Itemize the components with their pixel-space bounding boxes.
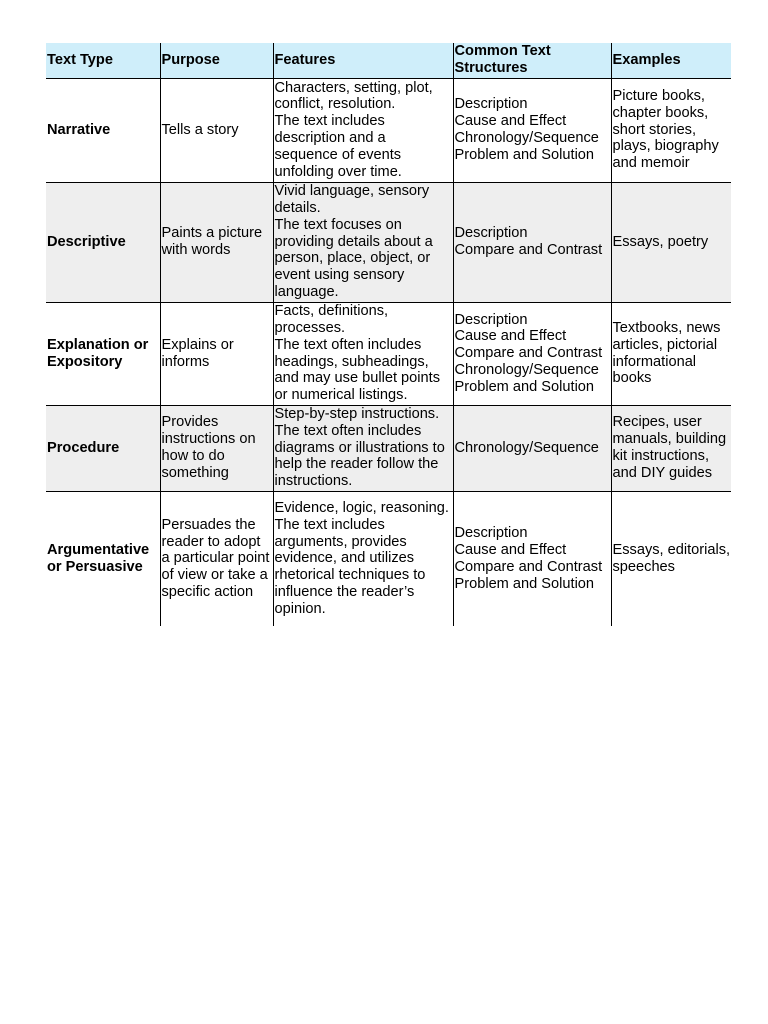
cell-examples: Essays, poetry	[611, 182, 731, 302]
cell-structures: Chronology/Sequence	[453, 405, 611, 491]
cell-examples: Essays, editorials, speeches	[611, 491, 731, 626]
cell-structures: Description Compare and Contrast	[453, 182, 611, 302]
cell-purpose: Explains or informs	[160, 302, 273, 405]
cell-structures: Description Cause and Effect Compare and Contrast Problem and Solution	[453, 491, 611, 626]
cell-purpose: Tells a story	[160, 78, 273, 182]
header-examples: Examples	[611, 43, 731, 78]
table-row	[46, 491, 731, 626]
cell-purpose: Paints a picture with words	[160, 182, 273, 302]
cell-text-type: Explanation or Expository	[46, 302, 160, 405]
cell-purpose: Provides instructions on how to do something	[160, 405, 273, 491]
table-row	[46, 182, 731, 302]
table-row	[46, 405, 731, 491]
cell-structures: Description Cause and Effect Compare and Contrast Chronology/Sequence Problem and Solution	[453, 302, 611, 405]
cell-structures: Description Cause and Effect Chronology/Sequence Problem and Solution	[453, 78, 611, 182]
cell-text-type: Argumentative or Persuasive	[47, 541, 150, 575]
header-common-text-structures: Common Text Structures	[453, 43, 611, 78]
cell-features: Evidence, logic, reasoning. The text includes arguments, provides evidence, and utilizes rhetorical techniques to influence the reader’s opinion.	[273, 491, 453, 626]
text-types-table	[46, 43, 731, 626]
cell-text-type: Procedure	[46, 405, 160, 491]
cell-examples: Recipes, user manuals, building kit instructions, and DIY guides	[611, 405, 731, 491]
cell-features: Vivid language, sensory details. The text focuses on providing details about a person, place, object, or event using sensory language.	[273, 182, 453, 302]
cell-features: Characters, setting, plot, conflict, resolution. The text includes description and a sequence of events unfolding over time.	[273, 78, 453, 182]
cell-purpose: Persuades the reader to adopt a particular point of view or take a specific action	[160, 491, 273, 626]
cell-examples: Textbooks, news articles, pictorial informational books	[611, 302, 731, 405]
cell-text-type: Descriptive	[46, 182, 160, 302]
header-features: Features	[273, 43, 453, 78]
cell-examples: Picture books, chapter books, short stories, plays, biography and memoir	[611, 78, 731, 182]
table-row	[46, 302, 731, 405]
header-text-type: Text Type	[46, 43, 160, 78]
table-row	[46, 78, 731, 182]
cell-features: Step-by-step instructions. The text often includes diagrams or illustrations to help the reader follow the instructions.	[273, 405, 453, 491]
cell-text-type: Narrative	[46, 78, 160, 182]
table-header-row	[46, 43, 731, 78]
header-purpose: Purpose	[160, 43, 273, 78]
cell-features: Facts, definitions, processes. The text often includes headings, subheadings, and may use bullet points or numerical listings.	[273, 302, 453, 405]
